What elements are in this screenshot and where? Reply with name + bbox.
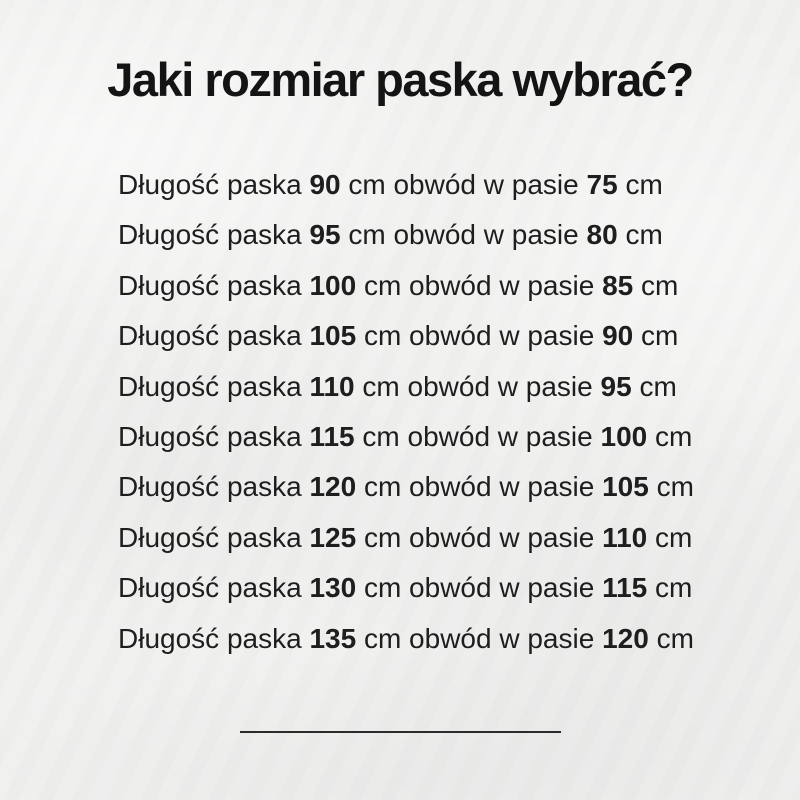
- page-title: Jaki rozmiar paska wybrać?: [107, 53, 693, 106]
- size-row: [118, 362, 740, 412]
- size-row: [118, 563, 740, 613]
- size-row: [118, 210, 740, 260]
- length-unit: cm: [363, 622, 402, 654]
- waist-unit: cm: [655, 421, 693, 453]
- size-row: [118, 462, 740, 512]
- waist-label: obwód w pasie: [409, 622, 595, 654]
- waist-unit: cm: [656, 471, 694, 503]
- waist-value: 85: [602, 269, 634, 301]
- waist-value: 75: [586, 169, 618, 200]
- length-unit: cm: [348, 169, 386, 200]
- waist-label: obwód w pasie: [407, 370, 593, 402]
- length-unit: cm: [362, 370, 400, 402]
- waist-unit: cm: [656, 622, 694, 654]
- waist-unit: cm: [655, 521, 693, 553]
- length-label: Długość paska: [118, 471, 302, 503]
- size-row: [118, 614, 740, 664]
- waist-value: 120: [602, 622, 649, 654]
- length-value: 100: [309, 269, 357, 301]
- size-row: [118, 311, 740, 361]
- length-unit: cm: [363, 269, 402, 301]
- waist-label: obwód w pasie: [409, 471, 595, 503]
- length-value: 120: [309, 471, 357, 503]
- length-unit: cm: [348, 219, 386, 251]
- length-label: Długość paska: [118, 320, 302, 352]
- waist-value: 110: [602, 521, 648, 553]
- length-value: 90: [309, 169, 341, 200]
- length-label: Długość paska: [118, 622, 302, 654]
- length-label: Długość paska: [118, 269, 302, 301]
- waist-unit: cm: [639, 370, 677, 402]
- waist-label: obwód w pasie: [409, 521, 595, 553]
- length-label: Długość paska: [118, 572, 302, 604]
- length-value: 110: [309, 370, 355, 402]
- length-value: 105: [309, 320, 357, 352]
- length-value: 135: [309, 622, 357, 654]
- waist-label: obwód w pasie: [409, 269, 595, 301]
- length-unit: cm: [362, 421, 400, 453]
- waist-label: obwód w pasie: [407, 421, 593, 453]
- waist-label: obwód w pasie: [393, 219, 579, 251]
- waist-value: 90: [602, 320, 634, 352]
- length-label: Długość paska: [118, 169, 302, 200]
- divider-line: [240, 731, 561, 733]
- length-value: 130: [309, 572, 357, 604]
- length-label: Długość paska: [118, 370, 302, 402]
- waist-unit: cm: [641, 320, 679, 352]
- length-value: 115: [309, 421, 355, 453]
- length-unit: cm: [363, 521, 402, 553]
- waist-value: 105: [602, 471, 649, 503]
- size-row: [118, 412, 740, 462]
- waist-value: 80: [586, 219, 618, 251]
- size-row: [118, 160, 740, 210]
- length-value: 95: [309, 219, 341, 251]
- waist-label: obwód w pasie: [409, 572, 595, 604]
- size-row: [118, 513, 740, 563]
- size-row: [118, 261, 740, 311]
- waist-value: 115: [602, 572, 648, 604]
- waist-label: obwód w pasie: [393, 169, 579, 200]
- length-unit: cm: [363, 471, 402, 503]
- size-list: [118, 160, 740, 664]
- length-label: Długość paska: [118, 219, 302, 251]
- waist-label: obwód w pasie: [409, 320, 595, 352]
- waist-unit: cm: [625, 219, 663, 251]
- length-label: Długość paska: [118, 421, 302, 453]
- waist-value: 100: [600, 421, 648, 453]
- length-unit: cm: [363, 320, 402, 352]
- length-label: Długość paska: [118, 521, 302, 553]
- waist-unit: cm: [655, 572, 693, 604]
- waist-value: 95: [600, 370, 632, 402]
- waist-unit: cm: [625, 169, 663, 200]
- length-value: 125: [309, 521, 357, 553]
- waist-unit: cm: [641, 269, 679, 301]
- length-unit: cm: [363, 572, 402, 604]
